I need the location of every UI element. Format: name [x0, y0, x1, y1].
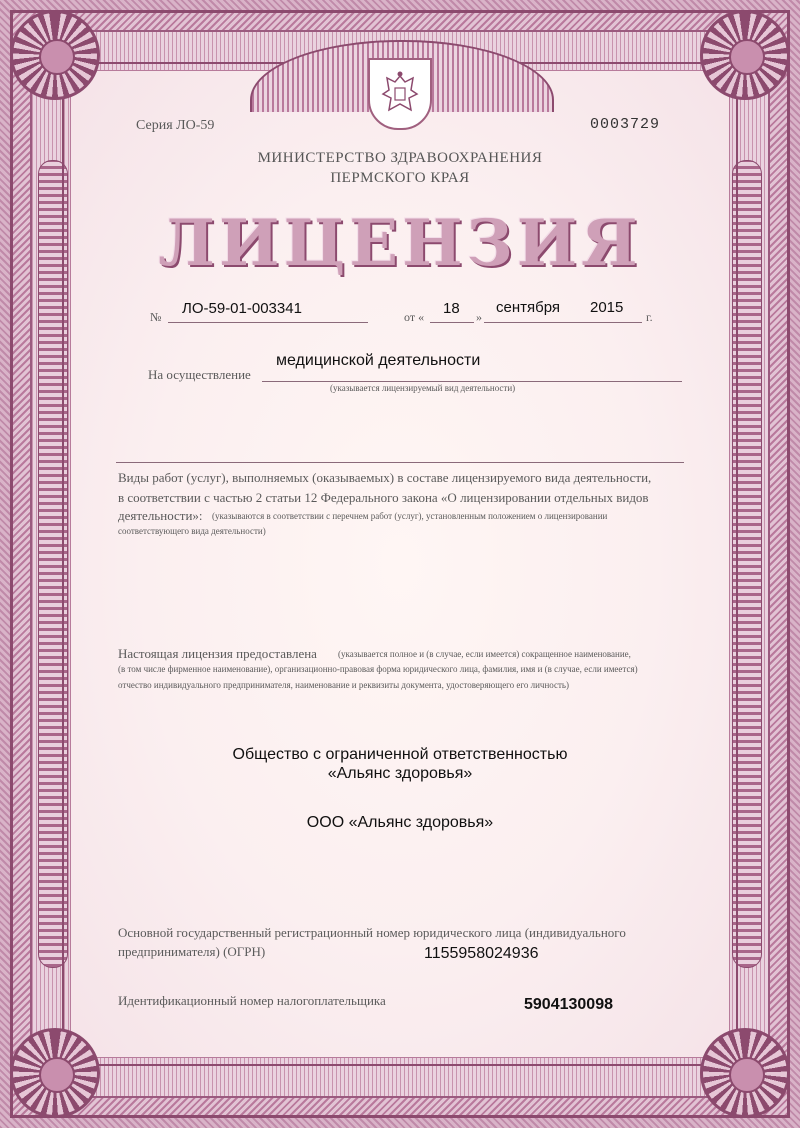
number-underline	[168, 322, 368, 323]
license-number: ЛО-59-01-003341	[182, 300, 302, 317]
works-line-1: Виды работ (услуг), выполняемых (оказываемых) в составе лицензируемого вида деятельности,	[118, 470, 652, 485]
ogrn-label-line-1: Основной государственный регистрационный номер юридического лица (индивидуального	[118, 925, 626, 940]
ministry-line-1: МИНИСТЕРСТВО ЗДРАВООХРАНЕНИЯ	[257, 150, 543, 166]
granted-hint-2: (в том числе фирменное наименование), организационно-правовая форма юридического лица, фамилия, имя и (в случае, если имеется)	[118, 664, 638, 674]
works-line-3-hint: (указываются в соответствии с перечнем работ (услуг), установленным положением о лицензировании	[212, 511, 608, 521]
inn-label: Идентификационный номер налогоплательщика	[118, 993, 386, 1008]
works-line-3-label: деятельности»:	[118, 508, 203, 523]
license-day: 18	[443, 300, 460, 317]
corner-rosette-bottom-right	[700, 1028, 790, 1118]
company-short-name: ООО «Альянс здоровья»	[306, 814, 494, 831]
inn-value: 5904130098	[524, 996, 613, 1013]
activity-label: На осуществление	[148, 367, 251, 382]
activity-underline	[262, 381, 682, 382]
series-label: Серия ЛО-59	[136, 118, 215, 133]
works-line-2: в соответствии с частью 2 статьи 12 Федерального закона «О лицензировании отдельных видов	[118, 490, 649, 505]
month-underline	[484, 322, 642, 323]
document-title: ЛИЦЕНЗИЯ	[158, 206, 642, 281]
activity-hint: (указывается лицензируемый вид деятельности)	[330, 383, 516, 393]
from-label: от «	[404, 310, 425, 324]
year-suffix: г.	[646, 310, 653, 324]
ogrn-label-line-2: предпринимателя) (ОГРН)	[118, 944, 266, 959]
ministry-line-2: ПЕРМСКОГО КРАЯ	[330, 170, 470, 186]
license-month: сентября	[496, 299, 561, 316]
corner-rosette-top-left	[10, 10, 100, 100]
day-underline	[430, 322, 474, 323]
license-year: 2015	[590, 299, 624, 316]
granted-hint-3: отчество индивидуального предпринимателя, наименование и реквизиты документа, удостоверяющего его личность)	[118, 680, 570, 690]
granted-label: Настоящая лицензия предоставлена	[118, 646, 317, 661]
works-line-4-hint: соответствующего вида деятельности)	[118, 526, 266, 536]
number-label: №	[150, 310, 162, 324]
company-full-name-line-1: Общество с ограниченной ответственностью	[232, 746, 568, 763]
corner-rosette-bottom-left	[10, 1028, 100, 1118]
ogrn-value: 1155958024936	[424, 945, 539, 962]
activity-value: медицинской деятельности	[276, 352, 481, 369]
granted-hint-1: (указывается полное и (в случае, если имеется) сокращенное наименование,	[338, 649, 631, 659]
corner-rosette-top-right	[700, 10, 790, 100]
day-close: »	[476, 310, 482, 324]
coat-of-arms-icon	[368, 58, 432, 130]
company-full-name-line-2: «Альянс здоровья»	[327, 765, 473, 782]
serial-number: 0003729	[590, 116, 661, 133]
separator-line	[116, 462, 684, 463]
